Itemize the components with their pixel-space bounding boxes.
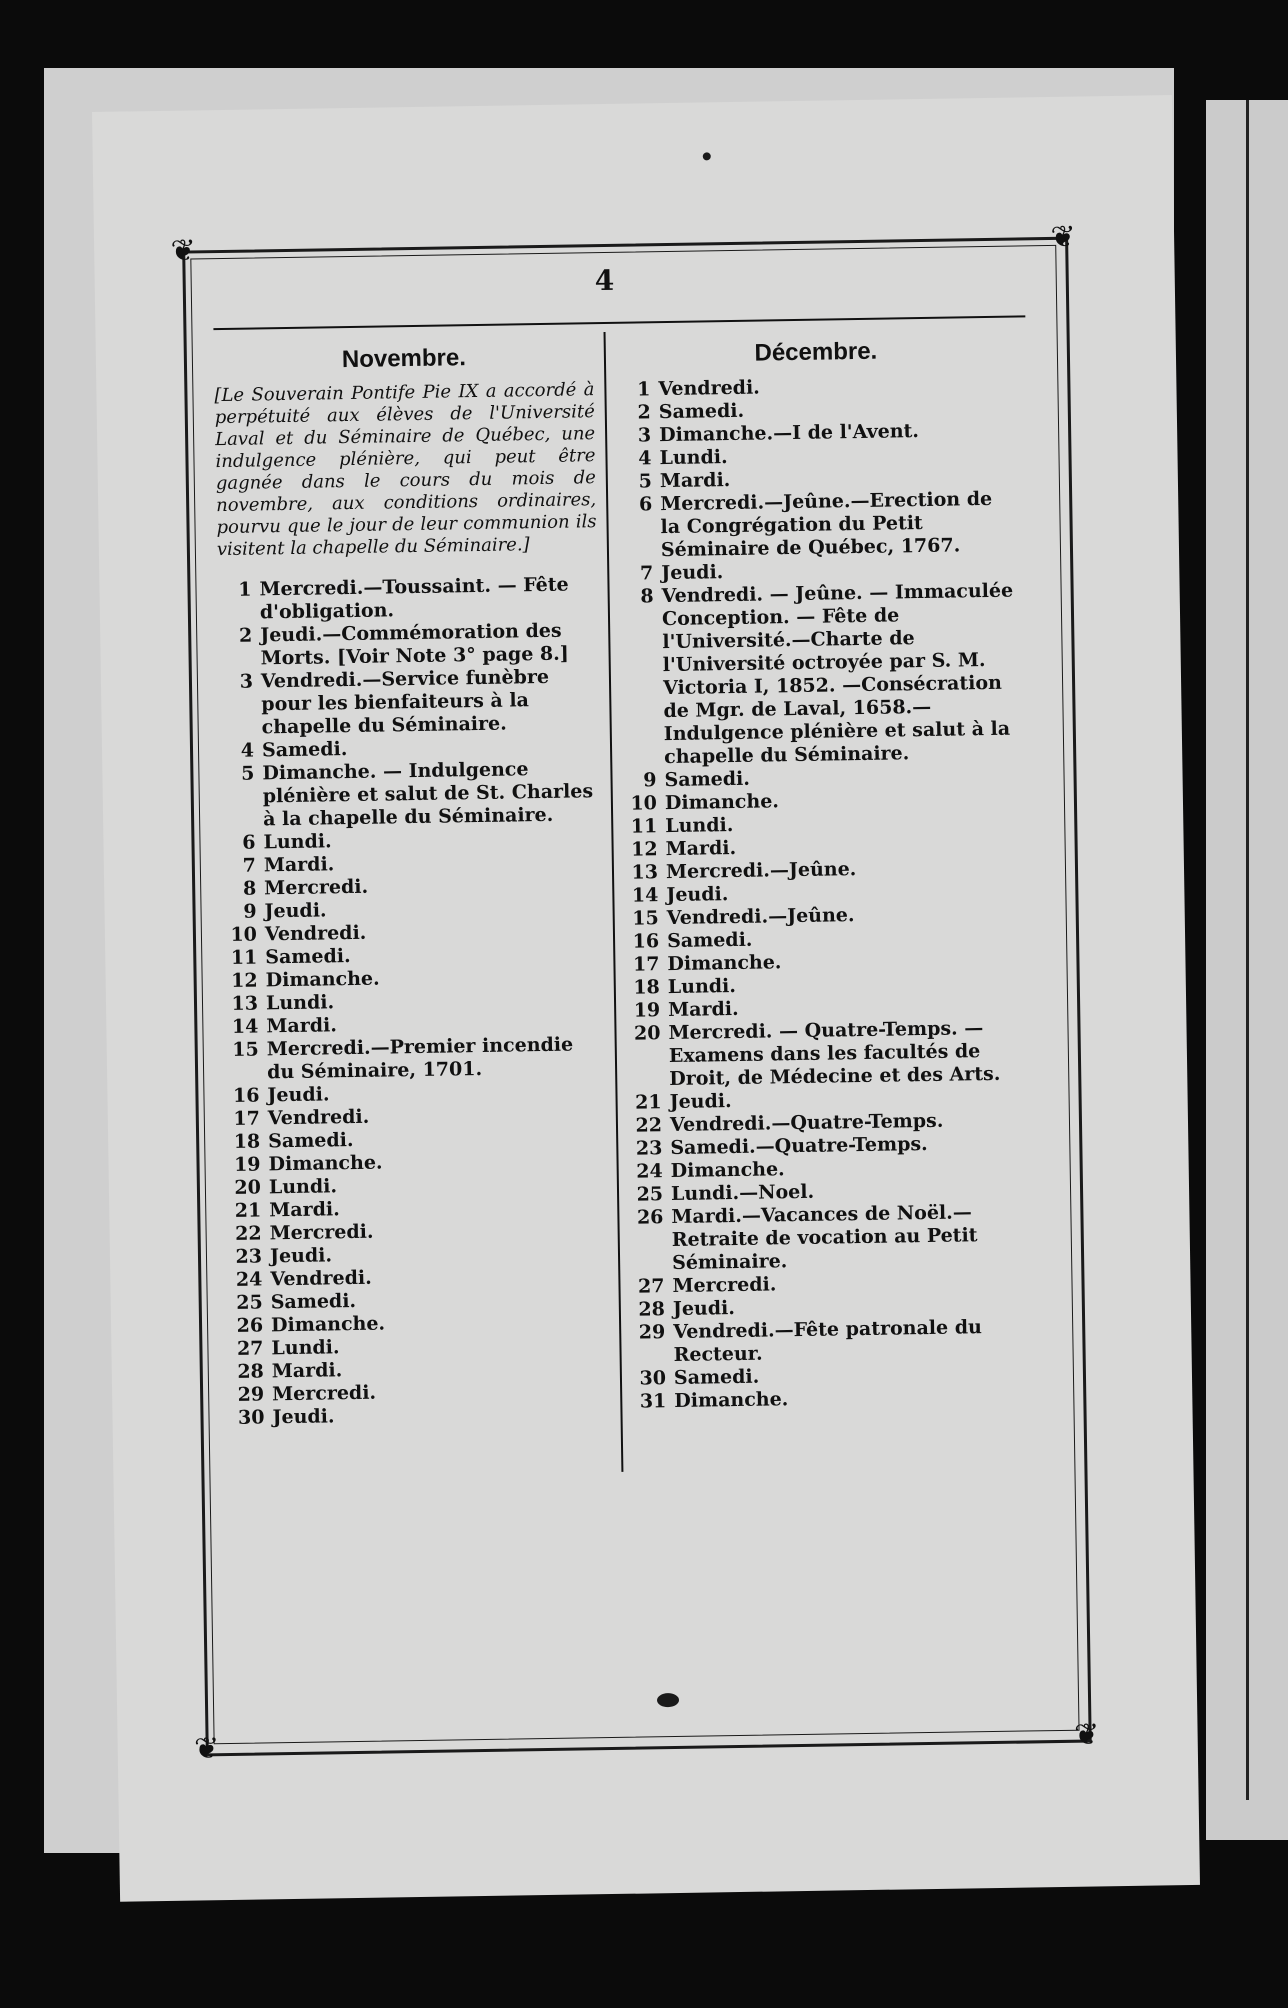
entry-text: Mardi. [665,836,737,861]
entry-day-number: 23 [235,1245,263,1268]
calendar-entry [618,488,1019,563]
entry-text: Dimanche. [268,1151,383,1176]
entry-day-number: 18 [633,976,660,999]
entry-day-number: 7 [639,562,654,585]
entry-text: Vendredi.—Fête patronale du Recteur. [673,1316,982,1367]
entry-text: Mardi. [266,1014,338,1038]
entry-day-number: 8 [640,585,654,608]
entry-day-number: 22 [235,1222,262,1245]
entry-text: Vendredi.—Service funèbre pour les bienfaiteurs à la chapelle du Séminaire. [260,665,550,739]
entry-day-number: 27 [637,1275,665,1298]
entry-day-number: 25 [636,1183,664,1206]
entry-text: Mardi. [668,997,739,1022]
entry-text: Dimanche. [674,1388,789,1413]
ink-speck [703,152,711,160]
entry-text: Mercredi. [672,1273,777,1298]
december-entries [616,373,1032,1414]
entry-day-number: 29 [237,1383,265,1406]
entry-text: Vendredi. [270,1266,372,1291]
entry-text: Dimanche. [265,967,380,992]
entry-day-number: 4 [638,447,652,470]
entry-text: Vendredi. — Jeûne. — Immaculée Conception. — Fête de l'Université.—Charte de l'Université octroyée par S. M. Victoria I, 1852. —Consécration de Mgr. de Laval, 1658.—Indulgence plénière et salut à la chapelle du Séminaire. [661,579,1014,769]
entry-day-number: 31 [639,1390,667,1413]
entry-day-number: 10 [230,923,258,946]
entry-day-number: 13 [631,861,659,884]
entry-text: Samedi.—Quatre-Temps. [670,1133,928,1160]
adjacent-page-rule [1246,100,1249,1800]
entry-text: Lundi. [271,1336,340,1360]
entry-day-number: 2 [238,624,253,647]
corner-ornament-icon: ❦ [1050,219,1076,255]
entry-text: Jeudi. [669,1090,732,1114]
calendar-entry [219,665,600,740]
calendar-entry [626,1016,1027,1091]
entry-day-number: 28 [638,1298,666,1321]
entry-text: Dimanche.—I de l'Avent. [658,420,920,447]
entry-day-number: 20 [633,1022,661,1045]
entry-text: Samedi. [664,767,751,792]
entry-text: Vendredi.—Quatre-Temps. [669,1109,944,1137]
entry-day-number: 3 [239,670,254,693]
entry-text: Mercredi. [264,875,369,900]
entry-text: Dimanche. [667,951,782,976]
entry-text: Mercredi.—Jeûne. [665,858,857,884]
entry-text: Mardi. [271,1359,343,1383]
entry-day-number: 4 [240,739,255,762]
entry-text: Lundi. [667,974,737,999]
entry-text: Dimanche. [670,1158,785,1183]
corner-ornament-icon: ❦ [1073,1717,1100,1753]
entry-day-number: 24 [636,1160,663,1183]
entry-day-number: 30 [639,1367,667,1390]
entry-day-number: 14 [631,884,659,907]
entry-day-number: 6 [638,493,653,516]
entry-text: Vendredi.—Jeûne. [666,904,855,930]
entry-text: Lundi. [268,1175,338,1199]
entry-day-number: 7 [242,854,257,877]
entry-text: Dimanche. [270,1312,386,1337]
calendar-entry [218,619,599,671]
entry-text: Vendredi. [267,1105,370,1130]
entry-text: Samedi. [673,1365,760,1390]
corner-ornament-icon: ❦ [193,1731,220,1767]
entry-text: Mardi. [269,1198,340,1222]
entry-text: Jeudi. [272,1405,335,1429]
entry-text: Jeudi. [661,561,724,585]
entry-text: Mercredi.—Jeûne.—Erection de la Congrégation du Petit Séminaire de Québec, 1767. [660,487,993,562]
entry-day-number: 16 [232,1084,260,1107]
entry-day-number: 19 [233,1153,261,1176]
entry-day-number: 26 [236,1314,264,1337]
entry-text: Jeudi. [269,1244,333,1268]
entry-day-number: 28 [237,1360,264,1383]
entry-day-number: 12 [231,969,258,992]
entry-text: Lundi. [665,814,734,838]
entry-text: Lundi.—Noel. [670,1180,815,1206]
entry-day-number: 14 [231,1015,259,1038]
entry-text: Jeudi. [264,899,327,923]
entry-text: Samedi. [270,1290,357,1314]
december-heading: Décembre. [754,337,878,367]
entry-day-number: 27 [236,1337,264,1360]
entry-text: Mercredi.—Premier incendie du Séminaire, 1701. [266,1033,574,1084]
entry-day-number: 17 [233,1107,261,1130]
entry-day-number: 9 [643,769,657,792]
entry-day-number: 1 [238,578,252,601]
entry-day-number: 3 [637,424,652,447]
entry-day-number: 20 [234,1176,262,1199]
calendar-entry [620,579,1023,769]
entry-day-number: 19 [633,999,661,1022]
page-number: 4 [594,263,615,298]
entry-day-number: 24 [235,1268,263,1291]
entry-day-number: 30 [237,1406,265,1429]
entry-day-number: 11 [230,946,258,969]
entry-text: Vendredi. [264,921,367,946]
entry-text: Mercredi. [269,1220,374,1245]
indulgence-note: [Le Souverain Pontife Pie IX a accordé à perpétuité aux élèves de l'Université Laval et du Séminaire de Québec, une indulgence plénière, qui peut être gagnée dans le cours du mois de novembre, aux conditions ordinaires, pourvu que le jour de leur communion ils visitent la chapelle du Séminaire.] [214,379,597,561]
entry-day-number: 29 [638,1321,666,1344]
entry-text: Mercredi.—Toussaint. — Fête d'obligation. [259,573,569,624]
entry-day-number: 10 [630,792,658,815]
entry-day-number: 1 [637,378,651,401]
entry-day-number: 23 [635,1137,663,1160]
corner-ornament-icon: ❦ [170,233,197,269]
calendar-entry [631,1315,1032,1367]
entry-text: Mardi. [659,469,731,493]
entry-day-number: 18 [233,1130,261,1153]
entry-text: Jeudi.—Commémoration des Morts. [Voir Note 3° page 8.] [260,619,569,670]
adjacent-page-edge [1206,100,1288,1840]
entry-day-number: 22 [635,1114,663,1137]
entry-day-number: 26 [636,1206,664,1229]
entry-text: Dimanche. [664,790,780,815]
entry-text: Samedi. [666,928,753,953]
entry-day-number: 9 [243,900,257,923]
entry-day-number: 11 [630,815,658,838]
calendar-entry [217,573,598,625]
entry-text: Mardi. [263,853,335,877]
entry-day-number: 25 [236,1291,263,1314]
entry-day-number: 5 [638,470,653,493]
entry-day-number: 6 [242,831,256,854]
entry-text: Dimanche. — Indulgence plénière et salut de St. Charles à la chapelle du Séminaire. [262,758,594,831]
entry-day-number: 2 [637,401,651,424]
entry-day-number: 17 [632,953,660,976]
entry-text: Lundi. [265,991,335,1015]
entry-text: Samedi. [268,1129,354,1153]
entry-text: Mercredi. — Quatre-Temps. — Examens dans les facultés de Droit, de Médecine et des Arts. [668,1017,1001,1091]
entry-day-number: 8 [242,877,257,900]
entry-text: Jeudi. [267,1083,330,1107]
entry-text: Samedi. [658,399,745,424]
entry-day-number: 21 [635,1091,662,1114]
document-page [92,95,1200,1902]
entry-text: Vendredi. [658,376,760,401]
entry-text: Lundi. [659,446,728,470]
entry-text: Mardi.—Vacances de Noël.—Retraite de vocation au Petit Séminaire. [671,1201,978,1275]
november-entries [217,573,610,1430]
entry-text: Mercredi. [271,1381,377,1406]
entry-text: Samedi. [265,945,351,969]
december-column [616,338,1033,1414]
entry-text: Jeudi. [672,1297,736,1321]
entry-day-number: 16 [632,930,660,953]
calendar-entry [629,1200,1030,1275]
entry-text: Samedi. [261,738,348,762]
entry-day-number: 21 [234,1199,262,1222]
calendar-entry [220,757,601,832]
entry-day-number: 12 [631,838,658,861]
entry-day-number: 13 [231,992,259,1015]
entry-text: Jeudi. [666,883,729,907]
november-column [214,344,611,1430]
november-heading: Novembre. [341,344,467,374]
entry-text: Lundi. [263,830,332,854]
entry-day-number: 15 [232,1038,259,1061]
calendar-entry [225,1033,606,1085]
entry-day-number: 15 [632,907,659,930]
entry-day-number: 5 [241,762,255,785]
